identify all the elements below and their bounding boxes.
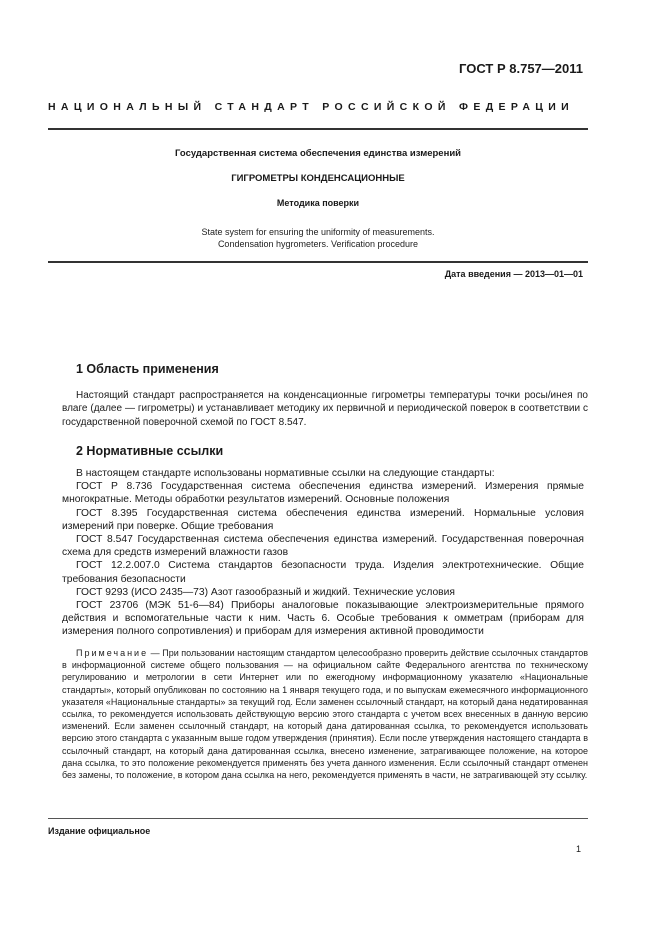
- section-1-heading: 1 Область применения: [76, 362, 219, 376]
- reference-item: ГОСТ 23706 (МЭК 51-6—84) Приборы аналоговые показывающие электроизмерительные прямого действия и вспомогательные части к ним. Часть 6. Особые требования к омметрам (приборам для измерения полного сопротивления) и приборам для измерения активной проводимости: [62, 600, 584, 638]
- reference-item: ГОСТ 8.395 Государственная система обеспечения единства измерений. Нормальные условия измерений при поверке. Общие требования: [62, 507, 584, 532]
- document-subtitle: Методика поверки: [276, 198, 360, 208]
- section-1-text: Настоящий стандарт распространяется на конденсационные гигрометры температуры точки росы/инея по влаге (далее — гигрометры) и устанавливает методику их первичной и периодической поверок в соответствии с государственной поверочной схемой по ГОСТ 8.547.: [62, 390, 588, 428]
- note: [62, 647, 588, 781]
- reference-item: ГОСТ 9293 (ИСО 2435—73) Азот газообразный и жидкий. Технические условия: [76, 586, 455, 598]
- english-title-line1: State system for ensuring the uniformity of measurements.: [201, 227, 435, 237]
- document-number: ГОСТ Р 8.757—2011: [459, 61, 583, 76]
- document-title: ГИГРОМЕТРЫ КОНДЕНСАЦИОННЫЕ: [231, 173, 405, 184]
- publication-label: Издание официальное: [48, 826, 151, 836]
- header-divider: [48, 128, 588, 130]
- references-list: [62, 467, 584, 639]
- footer-divider: [48, 818, 588, 819]
- national-standard-heading: НАЦИОНАЛЬНЫЙ СТАНДАРТ РОССИЙСКОЙ ФЕДЕРАЦИИ: [48, 101, 575, 113]
- title-divider: [48, 261, 588, 263]
- english-title-line2: Condensation hygrometers. Verification procedure: [217, 239, 419, 249]
- note-label: Примечание: [76, 648, 149, 658]
- english-title: [48, 226, 588, 250]
- references-intro: В настоящем стандарте использованы нормативные ссылки на следующие стандарты:: [76, 468, 495, 479]
- reference-item: ГОСТ 8.547 Государственная система обеспечения единства измерений. Государственная поверочная схема для средств измерений влажности газов: [62, 534, 584, 559]
- section-2-heading: 2 Нормативные ссылки: [76, 444, 224, 458]
- page-number: 1: [575, 844, 581, 854]
- note-text: — При пользовании настоящим стандартом целесообразно проверить действие ссылочных стандартов в информационной системе общего пользования — на официальном сайте Федерального агентства по техническому регулированию и метрологии в сети Интернет или по ежегодному информационному указателю «Национальные стандарты», который опубликован по состоянию на 1 января текущего года, и по выпускам ежемесячного информационного указателя «Национальные стандарты» за текущий год. Если заменен ссылочный стандарт, на который дана недатированная ссылка, то рекомендуется использовать действующую версию этого стандарта с учетом всех внесенных в данную версию изменений. Если заменен ссылочный стандарт, на который дана датированная ссылка, то рекомендуется использовать версию этого стандарта с указанным выше годом утверждения (принятия). Если после утверждения настоящего стандарта в ссылочный стандарт, на который дана датированная ссылка, внесено изменение, затрагивающее положение, на которое дана ссылка, то это положение рекомендуется применять без учета данного изменения. Если ссылочный стандарт отменен без замены, то положение, в котором дана ссылка на него, рекомендуется применять в части, не затрагивающей эту ссылку.: [62, 648, 588, 781]
- effective-date: Дата введения — 2013—01—01: [444, 269, 583, 279]
- reference-item: ГОСТ Р 8.736 Государственная система обеспечения единства измерений. Измерения прямые многократные. Методы обработки результатов измерений. Основные положения: [62, 481, 584, 506]
- reference-item: ГОСТ 12.2.007.0 Система стандартов безопасности труда. Изделия электротехнические. Общие требования безопасности: [62, 560, 584, 585]
- system-title: Государственная система обеспечения единства измерений: [174, 148, 462, 159]
